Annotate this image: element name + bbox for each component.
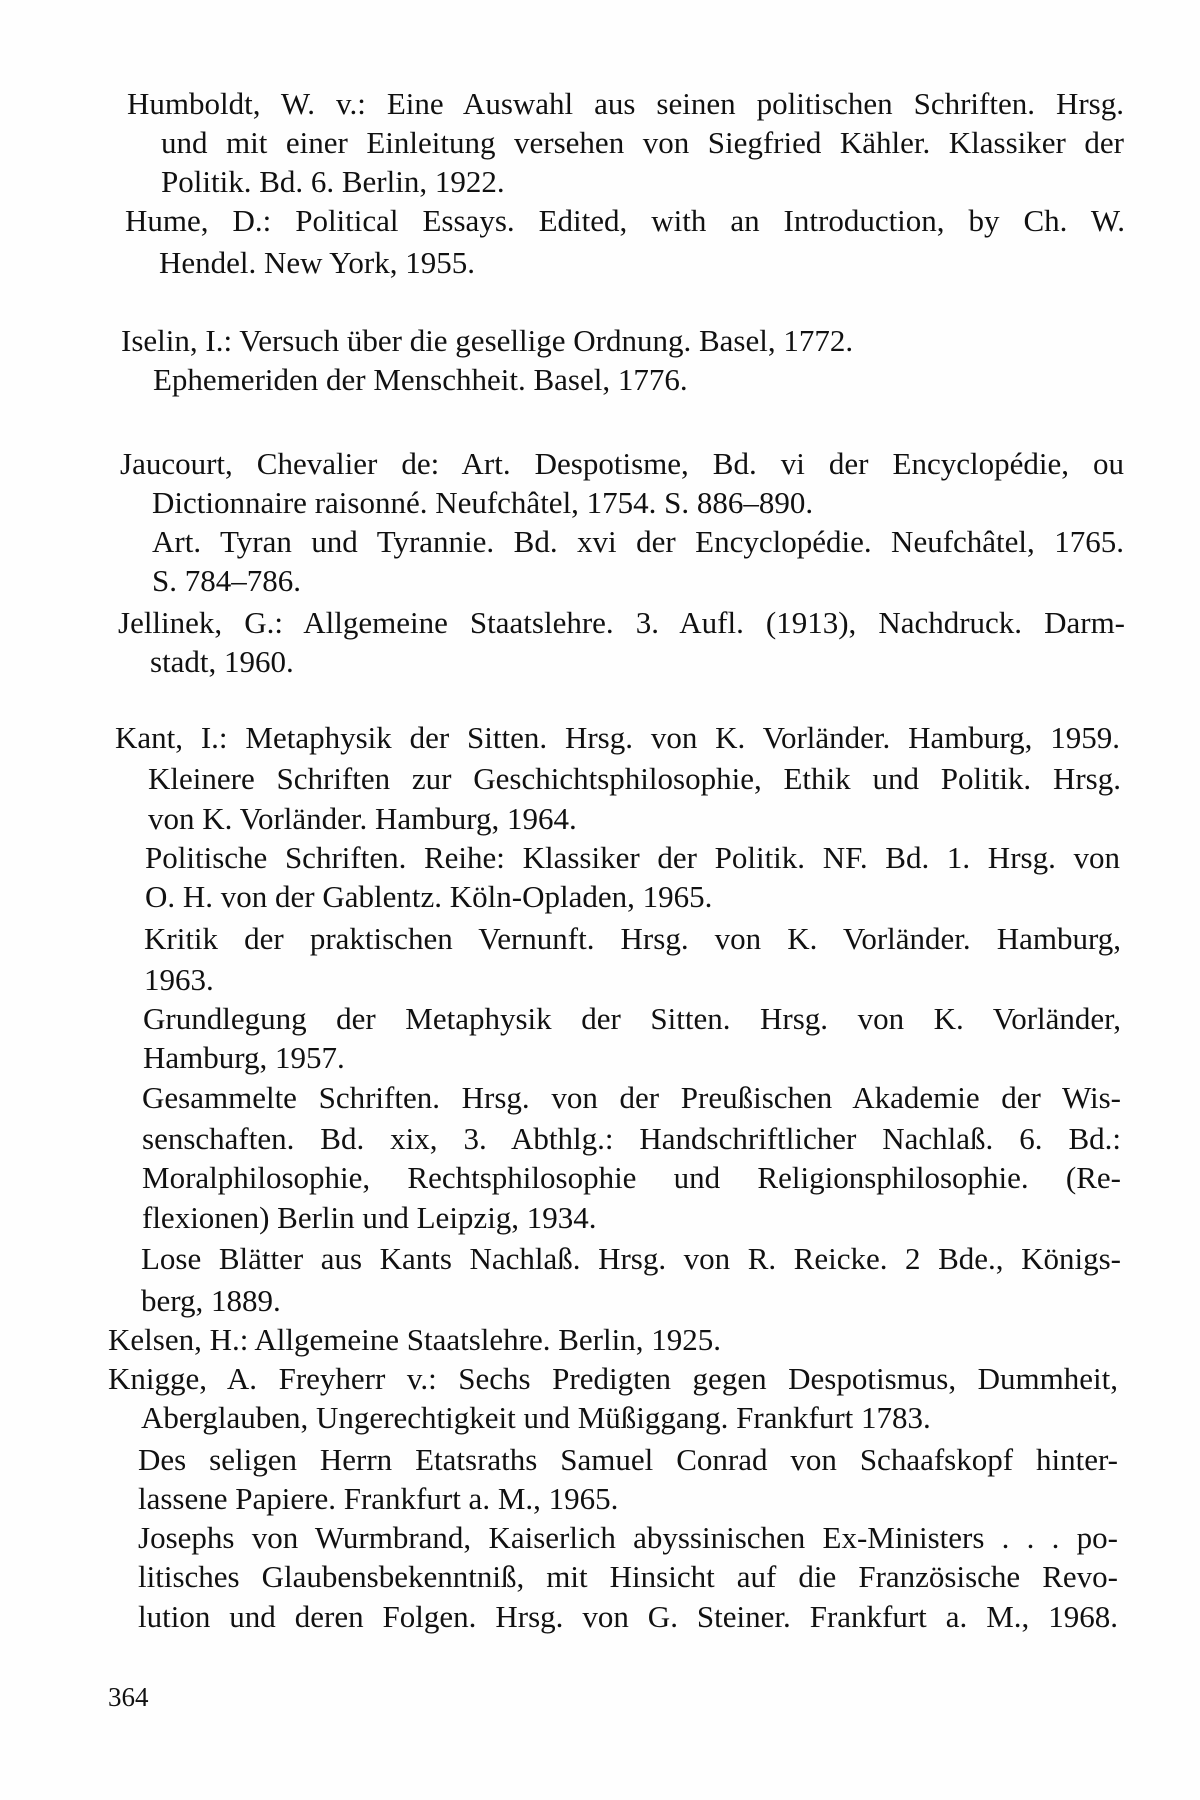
bibliography-entry-line: Des seligen Herrn Etatsraths Samuel Conrad von Schaafskopf hinter-: [138, 1442, 1118, 1477]
bibliography-entry-line: Hamburg, 1957.: [143, 1040, 345, 1075]
bibliography-entry-line: Kleinere Schriften zur Geschichtsphilosophie, Ethik und Politik. Hrsg.: [148, 761, 1121, 796]
bibliography-entry-line: Hendel. New York, 1955.: [159, 245, 476, 280]
bibliography-entry-line: und mit einer Einleitung versehen von Siegfried Kähler. Klassiker der: [161, 125, 1124, 160]
bibliography-entry-line: Ephemeriden der Menschheit. Basel, 1776.: [153, 362, 688, 397]
bibliography-entry-line: Josephs von Wurmbrand, Kaiserlich abyssinischen Ex-Ministers . . . po-: [138, 1520, 1118, 1555]
bibliography-entry-line: Grundlegung der Metaphysik der Sitten. Hrsg. von K. Vorländer,: [143, 1001, 1121, 1036]
bibliography-entry-line: S. 784–786.: [152, 563, 301, 598]
bibliography-entry-line: Aberglauben, Ungerechtigkeit und Müßiggang. Frankfurt 1783.: [141, 1400, 931, 1435]
bibliography-entry-first-line: Kant, I.: Metaphysik der Sitten. Hrsg. von K. Vorländer. Hamburg, 1959.: [115, 720, 1120, 755]
bibliography-entry-line: stadt, 1960.: [150, 644, 294, 679]
bibliography-entry-line: 1963.: [144, 962, 214, 997]
bibliography-entry-first-line: Jaucourt, Chevalier de: Art. Despotisme, Bd. vi der Encyclopédie, ou: [120, 446, 1124, 481]
bibliography-entry-first-line: Iselin, I.: Versuch über die gesellige Ordnung. Basel, 1772.: [121, 323, 854, 358]
page-number: 364: [108, 1682, 149, 1712]
bibliography-entry-first-line: Humboldt, W. v.: Eine Auswahl aus seinen politischen Schriften. Hrsg.: [127, 86, 1124, 121]
bibliography-entry-line: berg, 1889.: [141, 1283, 281, 1318]
bibliography-entry-line: von K. Vorländer. Hamburg, 1964.: [148, 801, 577, 836]
bibliography-entry-line: Gesammelte Schriften. Hrsg. von der Preußischen Akademie der Wis-: [142, 1080, 1121, 1115]
bibliography-entry-line: senschaften. Bd. xix, 3. Abthlg.: Handschriftlicher Nachlaß. 6. Bd.:: [142, 1121, 1121, 1156]
bibliography-entry-first-line: Hume, D.: Political Essays. Edited, with an Introduction, by Ch. W.: [125, 203, 1125, 238]
bibliography-entry-line: Art. Tyran und Tyrannie. Bd. xvi der Encyclopédie. Neufchâtel, 1765.: [152, 524, 1124, 559]
bibliography-entry-first-line: Knigge, A. Freyherr v.: Sechs Predigten gegen Despotismus, Dummheit,: [108, 1361, 1118, 1396]
bibliography-entry-line: Politische Schriften. Reihe: Klassiker der Politik. NF. Bd. 1. Hrsg. von: [145, 840, 1120, 875]
bibliography-entry-line: Politik. Bd. 6. Berlin, 1922.: [161, 164, 505, 199]
bibliography-entry-first-line: Kelsen, H.: Allgemeine Staatslehre. Berlin, 1925.: [108, 1322, 721, 1357]
bibliography-entry-line: Dictionnaire raisonné. Neufchâtel, 1754. S. 886–890.: [152, 485, 814, 520]
bibliography-entry-line: litisches Glaubensbekenntniß, mit Hinsicht auf die Französische Revo-: [138, 1559, 1118, 1594]
bibliography-entry-line: Moralphilosophie, Rechtsphilosophie und Religionsphilosophie. (Re-: [142, 1160, 1121, 1195]
bibliography-entry-line: Kritik der praktischen Vernunft. Hrsg. von K. Vorländer. Hamburg,: [144, 921, 1121, 956]
bibliography-entry-first-line: Jellinek, G.: Allgemeine Staatslehre. 3. Aufl. (1913), Nachdruck. Darm-: [118, 605, 1125, 640]
bibliography-entry-line: flexionen) Berlin und Leipzig, 1934.: [142, 1200, 597, 1235]
bibliography-entry-line: Lose Blätter aus Kants Nachlaß. Hrsg. von R. Reicke. 2 Bde., Königs-: [141, 1241, 1121, 1276]
bibliography-entry-line: lassene Papiere. Frankfurt a. M., 1965.: [138, 1481, 619, 1516]
bibliography-entry-line: lution und deren Folgen. Hrsg. von G. Steiner. Frankfurt a. M., 1968.: [138, 1599, 1118, 1634]
bibliography-entry-line: O. H. von der Gablentz. Köln-Opladen, 1965.: [145, 879, 713, 914]
